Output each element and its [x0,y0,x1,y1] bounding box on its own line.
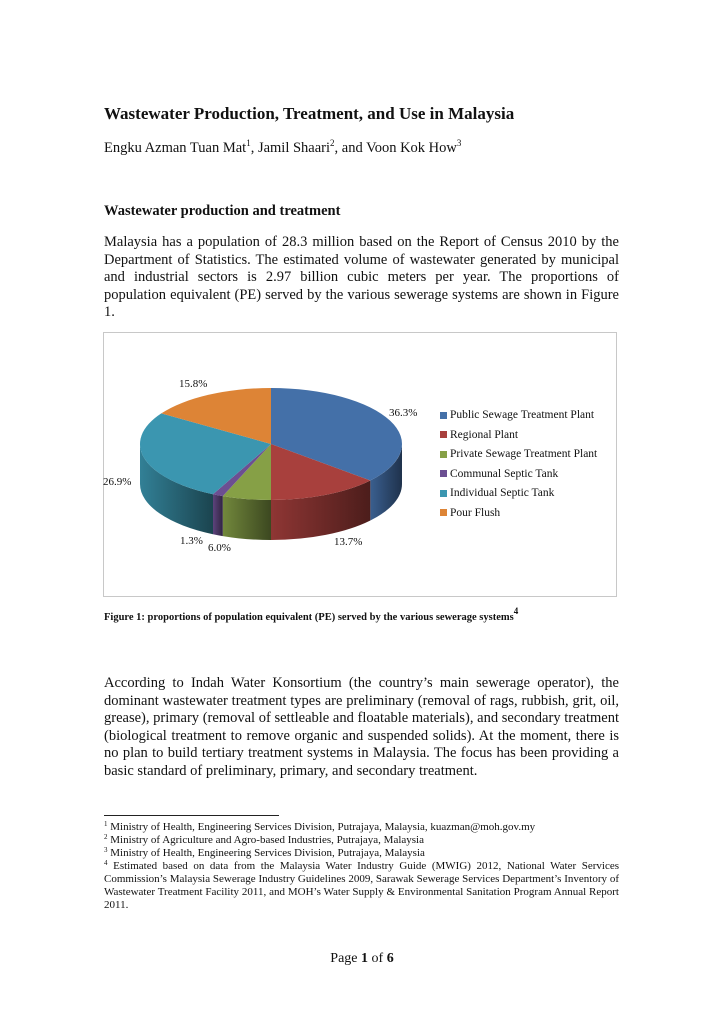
legend-item [440,429,518,441]
legend-label: Pour Flush [450,506,501,519]
pie-label: 26.9% [103,476,132,488]
author-separator: , [250,140,258,156]
legend-item [440,507,500,519]
legend-swatch-icon [440,451,447,458]
pie-chart-graphic [104,333,616,596]
legend-label: Public Sewage Treatment Plant [450,409,595,421]
author-separator: , and [334,140,367,156]
pie-label: 36.3% [389,407,418,419]
footnote-number: 3 [104,846,108,854]
author-1-footnote-ref: 1 [246,138,251,148]
pie-label: 1.3% [180,535,203,547]
footnote-number: 1 [104,820,108,828]
section-heading: Wastewater production and treatment [104,203,341,219]
author-2-footnote-ref: 2 [330,138,335,148]
paragraph-intro: Malaysia has a population of 28.3 million based on the Report of Census 2010 by the Department of Statistics. The estimated volume of wastewater generated by municipal and industrial sectors is 2.97 billion cubic meters per year. The proportions of population equivalent (PE) served by the various sewerage systems are shown in Figure 1. [104,234,619,320]
legend-swatch-icon [440,412,447,419]
legend-item [440,468,558,480]
legend-label: Communal Septic Tank [450,467,559,480]
legend-label: Regional Plant [450,428,519,441]
legend-item [440,448,597,460]
footnote-3 [104,847,619,860]
footnote-4 [104,860,619,912]
pie-label: 15.8% [179,378,208,390]
legend-swatch-icon [440,470,447,477]
pie-label: 13.7% [334,536,363,548]
document-title: Wastewater Production, Treatment, and Use in Malaysia [104,104,515,123]
legend-item [440,409,594,421]
page-label: Page [330,951,362,966]
footnote-1 [104,821,619,834]
current-page: 1 [361,951,369,966]
figure-1-pie-chart [103,332,617,597]
legend-item [440,487,554,499]
legend-swatch-icon [440,431,447,438]
footnote-text: Ministry of Health, Engineering Services Division, Putrajaya, Malaysia, kuazman@moh.gov.my [110,821,536,833]
figure-caption [104,606,519,623]
footnote-2 [104,834,619,847]
author-3: Voon Kok How [366,140,457,156]
footnote-text: Estimated based on data from the Malaysia Water Industry Guide (MWIG) 2012, National Water Services Commission’s Malaysia Sewerage Industry Guidelines 2009, Sarawak Sewerage Services Department’s Inventory of Wastewater Treatment Facility 2011, and MOH’s Water Supply & Environmental Sanitation Program Annual Report 2011. [104,860,619,911]
footnotes [104,821,619,912]
legend-swatch-icon [440,490,447,497]
figure-caption-text: Figure 1: proportions of population equivalent (PE) served by the various sewerage systems [104,612,514,623]
footnote-text: Ministry of Health, Engineering Services Division, Putrajaya, Malaysia [110,847,425,859]
legend-label: Private Sewage Treatment Plant [450,448,598,460]
legend-swatch-icon [440,509,447,516]
footnote-separator [104,815,279,816]
author-1: Engku Azman Tuan Mat [104,140,247,156]
author-3-footnote-ref: 3 [456,138,462,148]
paragraph-treatment-types: According to Indah Water Konsortium (the country’s main sewerage operator), the dominant wastewater treatment types are preliminary (removal of rags, rubbish, grit, oil, grease), primary (removal of settleable and floatable materials), and secondary treatment (biological treatment to remove organic and suspended solids). At the moment, there is no plan to build tertiary treatment systems in Malaysia. The focus has been providing a basic standard of preliminary, primary, and secondary treatment. [104,675,619,779]
figure-caption-footnote-ref: 4 [513,606,519,616]
page-label-of: of [368,951,387,966]
author-2: Jamil Shaari [257,140,331,156]
total-pages: 6 [386,951,394,966]
page-number [0,951,724,967]
footnote-text: Ministry of Agriculture and Agro-based Industries, Putrajaya, Malaysia [110,834,424,846]
footnote-number: 4 [104,859,108,867]
legend-label: Individual Septic Tank [450,487,555,499]
pie-label: 6.0% [208,542,231,554]
author-line [104,140,461,157]
footnote-number: 2 [104,833,108,841]
